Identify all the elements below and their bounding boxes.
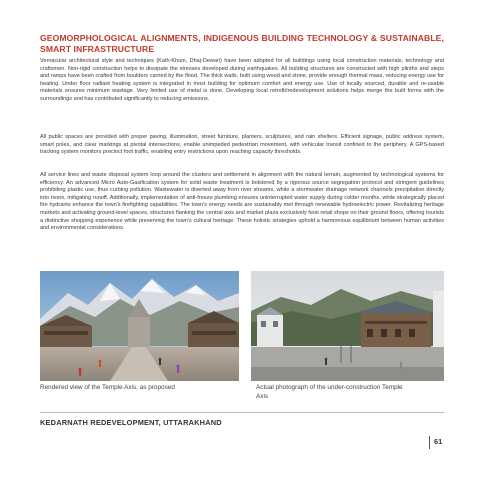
paragraph-services-infrastructure: All service lines and waste disposal system loop around the clusters and settlement in alignment with the natural terrain, augmented by technological systems for efficiency. An advanced Micro Auto-Gasification system for solid waste treatment is bolstered by a rigorous source segregation protocol and stringent guidelines prohibiting plastic use, thus curbing pollution. Wastewater is diverted away from river streams, while a stormwater drainage network channels precipitation directly into rivers, mitigating runoff. Additionally, implementation of anti-freeze plumbing ensures uninterrupted water supply during colder months, while strategically placed fire hydrants enhance the town's firefighting capabilities. The town's energy needs are sustainably met through renewable hydroelectric power. Revitalizing heritage markets and activating ground-level spaces, structures flanking the central axis and market plaza exclusively host retail shops on their ground floors, offering tourists a distinctive shopping experience while preserving the town's cultural heritage. These holistic strategies uphold a harmonious equilibrium between human activities and environmental considerations. [40,172,444,232]
construction-temple-axis-photo [251,271,444,381]
section-heading: GEOMORPHOLOGICAL ALIGNMENTS, INDIGENOUS BUILDING TECHNOLOGY & SUSTAINABLE, SMART INFRASTRUCTURE [40,33,444,54]
page-number: 61 [434,437,443,446]
paragraph-vernacular-architecture: Vernacular architectural style and techniques (Kath-Khuni, Dhaj-Dewari) have been adopted for all buildings using local construction materials, technology and craftsmen. Non-rigid construction helps to dissipate the stresses developed during earthquakes. All building structures are constructed with high plinths and steps and ramps have been crafted from boulders carried by the flood. The thick walls, built using wood and stone, provide enough thermal mass, reducing energy use for heating. Under floor radiant heating system is integrated in most building for optimum comfort and energy use. Use of locally sourced, durable and re-usable materials ensures minimum wastage. Very limited use of metal is done. Developing local retrofit/redevelopment solutions helps merge the built forms with the surroundings and has contributed significantly to reducing emissions. [40,58,444,102]
caption-actual-photograph: Actual photograph of the under-construction Temple Axis [256,384,403,400]
footer-divider [40,412,444,413]
page-number-bar [429,436,430,449]
rendered-temple-axis-image [40,271,239,381]
footer-project-title: KEDARNATH REDEVELOPMENT, UTTARAKHAND [40,418,222,427]
caption-rendered-view: Rendered view of the Temple Axis, as proposed [40,384,175,391]
paragraph-public-spaces: All public spaces are provided with proper paving, illumination, street furniture, planters, sculptures, and rain shelters. Efficient signage, public address system, smart poles, and clear markings at pivotal intersections, enable unimpeded pedestrian movement, with vehicular transit confined to the periphery. A GPS-based tracking system monitors precinct foot traffic, enabling entry restrictions upon reaching capacity thresholds. [40,134,444,156]
